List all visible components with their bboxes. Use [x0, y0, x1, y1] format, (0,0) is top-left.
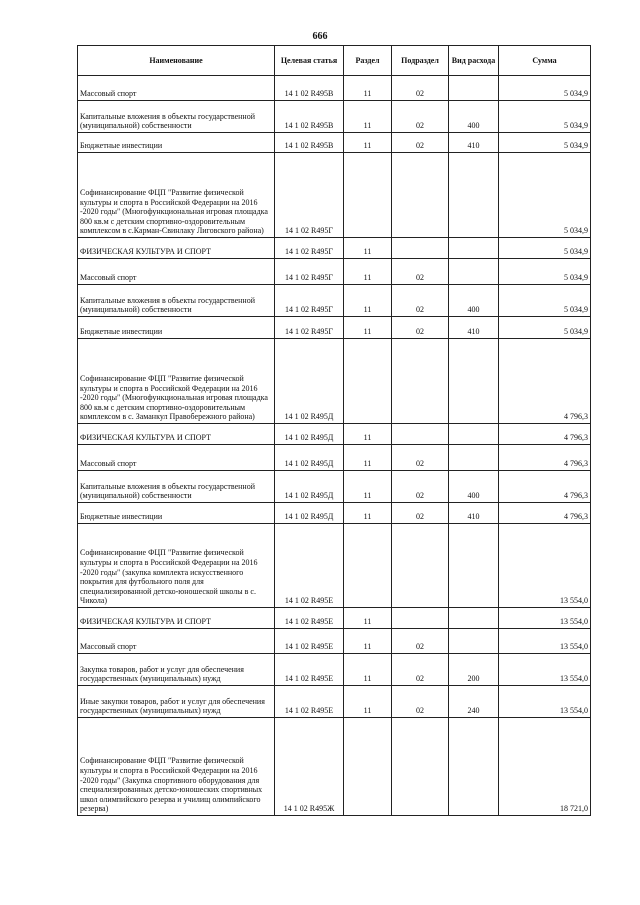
cell-expense-type — [449, 339, 499, 424]
cell-expense-type: 410 — [449, 133, 499, 153]
cell-name — [78, 445, 275, 471]
cell-amount: 5 034,9 — [499, 238, 591, 259]
row-label: Софинансирование ФЦП "Развитие физической культуры и спорта в Российской Федерации на 2016 -2020 годы" (Закупка спортивного оборудования для специализированных детско-юношеских спортивных школ олимпийского резерва и училищ олимпийского резерва) — [80, 756, 263, 814]
cell-expense-type — [449, 76, 499, 101]
cell-name — [78, 259, 275, 285]
table-row — [78, 238, 591, 259]
cell-expense-type — [449, 153, 499, 238]
cell-expense-type: 410 — [449, 317, 499, 339]
cell-subsection: 02 — [392, 445, 449, 471]
cell-amount: 5 034,9 — [499, 285, 591, 317]
row-label: ФИЗИЧЕСКАЯ КУЛЬТУРА И СПОРТ — [80, 617, 211, 627]
page-number: 666 — [312, 31, 328, 42]
cell-section: 11 — [344, 285, 392, 317]
cell-subsection: 02 — [392, 76, 449, 101]
cell-amount: 5 034,9 — [499, 101, 591, 133]
cell-subsection: 02 — [392, 101, 449, 133]
cell-subsection: 02 — [392, 317, 449, 339]
row-label: Софинансирование ФЦП "Развитие физической культуры и спорта в Российской Федерации на 2016 -2020 годы" (Многофункциональная игровая площадка 800 кв.м с детским спортивно-оздоровительным комплексом в с. Заманкул Правобережного района) — [80, 374, 268, 422]
cell-section: 11 — [344, 654, 392, 686]
cell-section: 11 — [344, 317, 392, 339]
cell-amount: 13 554,0 — [499, 686, 591, 718]
table-header-row — [78, 46, 591, 76]
table-row — [78, 718, 591, 816]
cell-name — [78, 339, 275, 424]
cell-expense-type: 410 — [449, 503, 499, 524]
cell-section — [344, 339, 392, 424]
cell-expense-type — [449, 524, 499, 608]
row-label: Бюджетные инвестиции — [80, 141, 163, 151]
cell-target: 14 1 02 R495Д — [275, 339, 344, 424]
cell-subsection — [392, 524, 449, 608]
cell-amount: 13 554,0 — [499, 629, 591, 654]
cell-target: 14 1 02 R495Е — [275, 608, 344, 629]
table-row — [78, 259, 591, 285]
cell-section: 11 — [344, 629, 392, 654]
header-section: Раздел — [344, 46, 392, 76]
table-row — [78, 686, 591, 718]
cell-target: 14 1 02 R495В — [275, 101, 344, 133]
cell-name — [78, 471, 275, 503]
cell-section: 11 — [344, 238, 392, 259]
cell-section: 11 — [344, 686, 392, 718]
cell-section — [344, 718, 392, 816]
cell-subsection: 02 — [392, 686, 449, 718]
cell-subsection — [392, 608, 449, 629]
cell-name — [78, 686, 275, 718]
cell-section: 11 — [344, 608, 392, 629]
table-row — [78, 471, 591, 503]
cell-name — [78, 153, 275, 238]
cell-name — [78, 718, 275, 816]
cell-target: 14 1 02 R495Е — [275, 654, 344, 686]
cell-amount: 4 796,3 — [499, 445, 591, 471]
cell-amount: 5 034,9 — [499, 259, 591, 285]
row-label: Массовый спорт — [80, 89, 137, 99]
cell-expense-type — [449, 238, 499, 259]
cell-amount: 4 796,3 — [499, 339, 591, 424]
row-label: Бюджетные инвестиции — [80, 512, 163, 522]
cell-amount: 5 034,9 — [499, 153, 591, 238]
table-row — [78, 629, 591, 654]
row-label: ФИЗИЧЕСКАЯ КУЛЬТУРА И СПОРТ — [80, 433, 211, 443]
row-label: Капитальные вложения в объекты государственной (муниципальной) собственности — [80, 111, 255, 131]
cell-target: 14 1 02 R495Е — [275, 629, 344, 654]
cell-target: 14 1 02 R495В — [275, 76, 344, 101]
row-label: Капитальные вложения в объекты государственной (муниципальной) собственности — [80, 295, 255, 315]
cell-amount: 5 034,9 — [499, 133, 591, 153]
row-label: Бюджетные инвестиции — [80, 327, 163, 337]
cell-expense-type — [449, 445, 499, 471]
cell-subsection: 02 — [392, 471, 449, 503]
table-row — [78, 76, 591, 101]
cell-target: 14 1 02 R495Д — [275, 471, 344, 503]
cell-subsection: 02 — [392, 629, 449, 654]
table-row — [78, 339, 591, 424]
cell-subsection — [392, 424, 449, 445]
cell-expense-type — [449, 718, 499, 816]
row-label: Софинансирование ФЦП "Развитие физической культуры и спорта в Российской Федерации на 2016 -2020 годы" (закупка комплекта искусственного покрытия для футбольного поля для специализированной детско-юношеской школы в с. Чикола) — [80, 548, 258, 606]
cell-name — [78, 629, 275, 654]
cell-target: 14 1 02 R495Д — [275, 424, 344, 445]
header-expense-type: Вид расхода — [449, 46, 499, 76]
table-row — [78, 445, 591, 471]
cell-section: 11 — [344, 424, 392, 445]
cell-expense-type — [449, 259, 499, 285]
row-label: Массовый спорт — [80, 642, 137, 652]
cell-name — [78, 608, 275, 629]
row-label: Закупка товаров, работ и услуг для обеспечения государственных (муниципальных) нужд — [80, 664, 244, 684]
cell-subsection: 02 — [392, 285, 449, 317]
cell-target: 14 1 02 R495Ж — [275, 718, 344, 816]
cell-target: 14 1 02 R495Г — [275, 153, 344, 238]
cell-name — [78, 524, 275, 608]
cell-amount: 4 796,3 — [499, 503, 591, 524]
cell-target: 14 1 02 R495Г — [275, 285, 344, 317]
header-subsection: Подраздел — [392, 46, 449, 76]
cell-subsection: 02 — [392, 133, 449, 153]
cell-name — [78, 285, 275, 317]
header-target: Целевая статья — [275, 46, 344, 76]
cell-amount: 4 796,3 — [499, 471, 591, 503]
cell-subsection — [392, 153, 449, 238]
cell-section: 11 — [344, 133, 392, 153]
table-row — [78, 133, 591, 153]
header-amount: Сумма — [499, 46, 591, 76]
cell-subsection: 02 — [392, 259, 449, 285]
table-row — [78, 285, 591, 317]
cell-section: 11 — [344, 471, 392, 503]
cell-name — [78, 238, 275, 259]
cell-target: 14 1 02 R495Г — [275, 238, 344, 259]
cell-subsection — [392, 339, 449, 424]
cell-expense-type: 200 — [449, 654, 499, 686]
table-row — [78, 654, 591, 686]
cell-target: 14 1 02 R495Г — [275, 317, 344, 339]
cell-expense-type: 400 — [449, 285, 499, 317]
cell-section: 11 — [344, 503, 392, 524]
cell-subsection: 02 — [392, 654, 449, 686]
cell-name — [78, 133, 275, 153]
cell-target: 14 1 02 R495Е — [275, 686, 344, 718]
cell-section: 11 — [344, 76, 392, 101]
cell-target: 14 1 02 R495Г — [275, 259, 344, 285]
cell-name — [78, 101, 275, 133]
cell-name — [78, 76, 275, 101]
table-row — [78, 608, 591, 629]
cell-amount: 5 034,9 — [499, 317, 591, 339]
cell-section: 11 — [344, 101, 392, 133]
budget-table — [77, 45, 591, 816]
cell-amount: 13 554,0 — [499, 654, 591, 686]
cell-subsection — [392, 238, 449, 259]
cell-subsection — [392, 718, 449, 816]
cell-name — [78, 317, 275, 339]
row-label: ФИЗИЧЕСКАЯ КУЛЬТУРА И СПОРТ — [80, 247, 211, 257]
row-label: Софинансирование ФЦП "Развитие физической культуры и спорта в Российской Федерации на 2016 -2020 годы" (Многофункциональная игровая площадка 800 кв.м с детским спортивно-оздоровительным комплексом в с.Карман-Свинлаку Лиговского района) — [80, 188, 268, 236]
cell-target: 14 1 02 R495Е — [275, 524, 344, 608]
row-label: Массовый спорт — [80, 273, 137, 283]
cell-section — [344, 524, 392, 608]
cell-amount: 18 721,0 — [499, 718, 591, 816]
cell-amount: 4 796,3 — [499, 424, 591, 445]
cell-amount: 13 554,0 — [499, 608, 591, 629]
row-label: Капитальные вложения в объекты государственной (муниципальной) собственности — [80, 481, 255, 501]
cell-expense-type: 400 — [449, 471, 499, 503]
table-row — [78, 524, 591, 608]
cell-expense-type: 240 — [449, 686, 499, 718]
cell-expense-type — [449, 424, 499, 445]
row-label: Массовый спорт — [80, 459, 137, 469]
header-name: Наименование — [78, 46, 275, 76]
cell-expense-type — [449, 629, 499, 654]
cell-section: 11 — [344, 259, 392, 285]
cell-section — [344, 153, 392, 238]
row-label: Иные закупки товаров, работ и услуг для обеспечения государственных (муниципальных) нужд — [80, 696, 265, 716]
cell-subsection: 02 — [392, 503, 449, 524]
cell-name — [78, 654, 275, 686]
cell-target: 14 1 02 R495В — [275, 133, 344, 153]
cell-amount: 13 554,0 — [499, 524, 591, 608]
cell-expense-type: 400 — [449, 101, 499, 133]
cell-section: 11 — [344, 445, 392, 471]
cell-target: 14 1 02 R495Д — [275, 445, 344, 471]
cell-expense-type — [449, 608, 499, 629]
cell-name — [78, 503, 275, 524]
table-row — [78, 503, 591, 524]
table-row — [78, 153, 591, 238]
cell-name — [78, 424, 275, 445]
cell-amount: 5 034,9 — [499, 76, 591, 101]
table-row — [78, 424, 591, 445]
table-row — [78, 317, 591, 339]
cell-target: 14 1 02 R495Д — [275, 503, 344, 524]
table-row — [78, 101, 591, 133]
